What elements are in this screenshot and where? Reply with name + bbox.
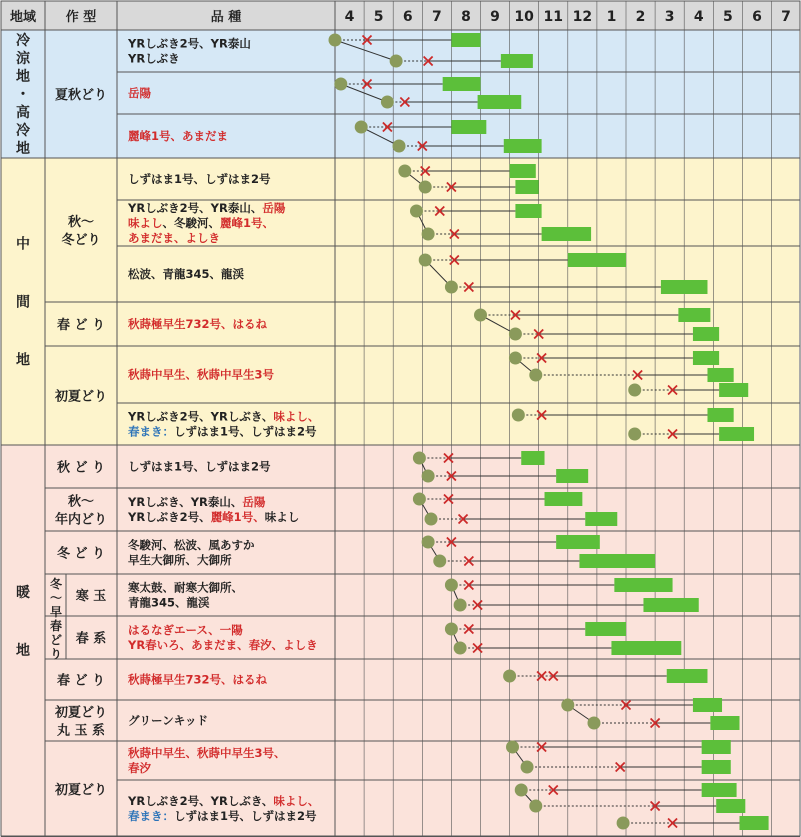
month-tick-label: 7 (781, 9, 791, 25)
harvest-bar (521, 451, 544, 465)
variety-text: YRしぶき (128, 51, 180, 66)
crop-type-label: 寒 玉 (75, 589, 107, 604)
variety-text: 秋蒔中早生、秋蒔中早生3号 (128, 367, 275, 382)
variety-text: しずはま1号、しずはま2号 (128, 459, 271, 474)
region-label-char: 暖 (16, 585, 30, 601)
variety-text: 早生大御所、大御所 (128, 553, 232, 567)
crop-type-label: 初夏どり (54, 389, 108, 405)
variety-text: 冬駿河、松波、風あすか (128, 538, 255, 552)
sowing-mark (334, 78, 347, 91)
variety-text: しずはま1号、しずはま2号 (128, 172, 271, 186)
month-tick-label: 4 (344, 9, 355, 25)
variety-text: 味よし、冬駿河、麗峰1号、 (128, 216, 275, 230)
region-label-char: 中 (16, 236, 30, 253)
sowing-mark (454, 599, 467, 612)
sowing-mark (398, 165, 411, 178)
header-crop-type: 作 型 (65, 10, 97, 25)
sowing-mark (433, 555, 446, 568)
harvest-bar (643, 598, 698, 612)
harvest-bar (556, 469, 588, 483)
variety-text: YRしぶき2号、麗峰1号、味よし (128, 510, 300, 524)
crop-type-label: 春 系 (75, 631, 107, 647)
region-band-bg (1, 30, 799, 158)
crop-type-label: 初夏どり (54, 705, 108, 721)
sowing-mark (628, 384, 641, 397)
harvest-bar (585, 512, 617, 526)
harvest-bar (719, 427, 754, 441)
harvest-bar (678, 308, 710, 322)
variety-text: 松波、青龍345、龍渓 (128, 267, 245, 281)
harvest-bar (501, 54, 533, 68)
month-tick-label: 7 (431, 9, 442, 25)
variety-text: 麗峰1号、あまだま (128, 129, 229, 143)
harvest-bar (478, 95, 522, 109)
region-label-char: 地 (16, 352, 30, 369)
harvest-bar (451, 120, 486, 134)
harvest-bar (510, 164, 536, 178)
region-label-char: 地 (16, 141, 30, 157)
sowing-mark (521, 761, 534, 774)
sowing-mark (393, 140, 406, 153)
region-label-char: ・ (16, 87, 30, 103)
harvest-bar (542, 227, 591, 241)
variety-text: 秋蒔極早生732号、はるね (128, 672, 268, 687)
crop-type-label: 年内どり (54, 512, 108, 528)
month-tick-label: 2 (635, 9, 646, 25)
sowing-mark (587, 717, 600, 730)
variety-text: YR春いろ、あまだま、春汐、よしき (128, 638, 318, 652)
month-tick-label: 11 (543, 9, 563, 25)
month-tick-label: 3 (664, 9, 675, 25)
region-label-char: 冷 (16, 123, 30, 139)
sowing-mark (509, 352, 522, 365)
harvest-bar (710, 716, 739, 730)
sowing-mark (390, 55, 403, 68)
variety-text: 春まき：しずはま1号、しずはま2号 (128, 424, 317, 439)
sowing-mark (410, 205, 423, 218)
sowing-mark (445, 281, 458, 294)
subgroup-label-char: 春 (49, 619, 63, 633)
sowing-mark (512, 409, 525, 422)
sowing-mark (413, 452, 426, 465)
sowing-mark (503, 670, 516, 683)
sowing-mark (413, 493, 426, 506)
sowing-mark (419, 181, 432, 194)
harvest-bar (661, 280, 708, 294)
sowing-mark (561, 699, 574, 712)
sowing-mark (515, 784, 528, 797)
subgroup-label-char: 冬 (49, 577, 63, 591)
region-label-char: 間 (16, 294, 30, 311)
harvest-bar (568, 253, 626, 267)
header-region: 地域 (9, 10, 37, 25)
harvest-bar (702, 760, 731, 774)
harvest-bar (611, 641, 681, 655)
variety-text: グリーンキッド (128, 713, 209, 728)
harvest-bar (504, 139, 542, 153)
variety-text: YRしぶき2号、YR泰山、岳陽 (128, 201, 286, 215)
variety-text: 春まき：しずはま1号、しずはま2号 (128, 809, 317, 823)
harvest-bar (702, 740, 731, 754)
crop-type-label: 秋〜 (67, 494, 95, 510)
variety-text: YRしぶき2号、YR泰山 (128, 36, 251, 51)
crop-type-label: 冬どり (61, 233, 101, 248)
variety-text: YRしぶき2号、YRしぶき、味よし、 (128, 409, 320, 424)
harvest-bar (451, 33, 480, 47)
month-tick-label: 4 (693, 9, 704, 25)
sowing-mark (628, 428, 641, 441)
variety-text: YRしぶき2号、YRしぶき、味よし、 (128, 794, 320, 808)
month-tick-label: 8 (461, 9, 471, 25)
harvest-bar (693, 351, 719, 365)
sowing-mark (617, 817, 630, 830)
harvest-bar (719, 383, 748, 397)
subgroup-label-char: 〜 (49, 591, 63, 605)
sowing-mark (445, 623, 458, 636)
harvest-bar (693, 327, 719, 341)
harvest-bar (556, 535, 600, 549)
region-label-char: 冷 (16, 33, 30, 49)
sowing-mark (474, 309, 487, 322)
variety-text: 青龍345、龍渓 (128, 595, 210, 610)
month-tick-label: 12 (572, 9, 593, 25)
crop-type-label: 春 ど り (56, 318, 106, 333)
harvest-bar (707, 368, 733, 382)
subgroup-label-char: り (49, 647, 63, 661)
subgroup-label-char: 早 (49, 605, 63, 619)
sowing-mark (506, 741, 519, 754)
crop-type-label: 初夏どり (54, 783, 108, 798)
harvest-bar (545, 492, 583, 506)
harvest-bar (443, 77, 481, 91)
sowing-mark (445, 579, 458, 592)
crop-type-label: 秋〜 (67, 215, 95, 230)
sowing-mark (355, 121, 368, 134)
month-tick-label: 6 (402, 9, 413, 25)
month-tick-label: 5 (373, 9, 384, 25)
region-label-char: 涼 (16, 51, 30, 67)
region-label-char: 高 (16, 105, 30, 121)
sowing-mark (381, 96, 394, 109)
sowing-mark (422, 470, 435, 483)
harvest-bar (515, 204, 541, 218)
month-tick-label: 6 (752, 9, 762, 25)
region-label-char: 地 (16, 69, 30, 85)
variety-text: YRしぶき、YR泰山、岳陽 (128, 495, 266, 509)
variety-text: 寒太鼓、耐寒大御所、 (128, 580, 243, 595)
crop-type-label: 春 ど り (56, 673, 106, 689)
month-tick-label: 5 (722, 9, 733, 25)
harvest-bar (739, 816, 768, 830)
sowing-mark (419, 254, 432, 267)
sowing-mark (422, 536, 435, 549)
month-tick-label: 1 (606, 9, 617, 25)
sowing-mark (422, 228, 435, 241)
variety-text: 秋蒔極早生732号、はるね (128, 317, 268, 331)
crop-type-label: 冬 ど り (56, 546, 106, 562)
crop-type-label: 秋 ど り (56, 460, 106, 476)
variety-text: あまだま、よしき (128, 231, 220, 245)
harvest-bar (585, 622, 626, 636)
header-variety: 品 種 (210, 10, 242, 25)
harvest-bar (614, 578, 672, 592)
harvest-bar (702, 783, 737, 797)
sowing-mark (509, 328, 522, 341)
sowing-mark (529, 369, 542, 382)
month-tick-label: 10 (514, 9, 534, 25)
subgroup-label-char: ど (49, 633, 63, 647)
sowing-mark (454, 642, 467, 655)
harvest-bar (515, 180, 538, 194)
header-bg (1, 1, 800, 30)
sowing-mark (425, 513, 438, 526)
crop-type-label: 丸 玉 系 (56, 723, 106, 739)
variety-text: 春汐 (128, 761, 151, 775)
sowing-mark (329, 34, 342, 47)
variety-text: 秋蒔中早生、秋蒔中早生3号、 (128, 746, 286, 760)
harvest-bar (716, 799, 745, 813)
harvest-bar (707, 408, 733, 422)
region-label-char: 地 (16, 643, 30, 659)
month-tick-label: 9 (490, 9, 500, 25)
harvest-bar (579, 554, 655, 568)
variety-text: はるなぎエース、一陽 (128, 623, 243, 637)
sowing-mark (529, 800, 542, 813)
harvest-bar (667, 669, 708, 683)
crop-type-label: 夏秋どり (54, 88, 108, 103)
variety-text: 岳陽 (128, 86, 151, 100)
harvest-bar (693, 698, 722, 712)
